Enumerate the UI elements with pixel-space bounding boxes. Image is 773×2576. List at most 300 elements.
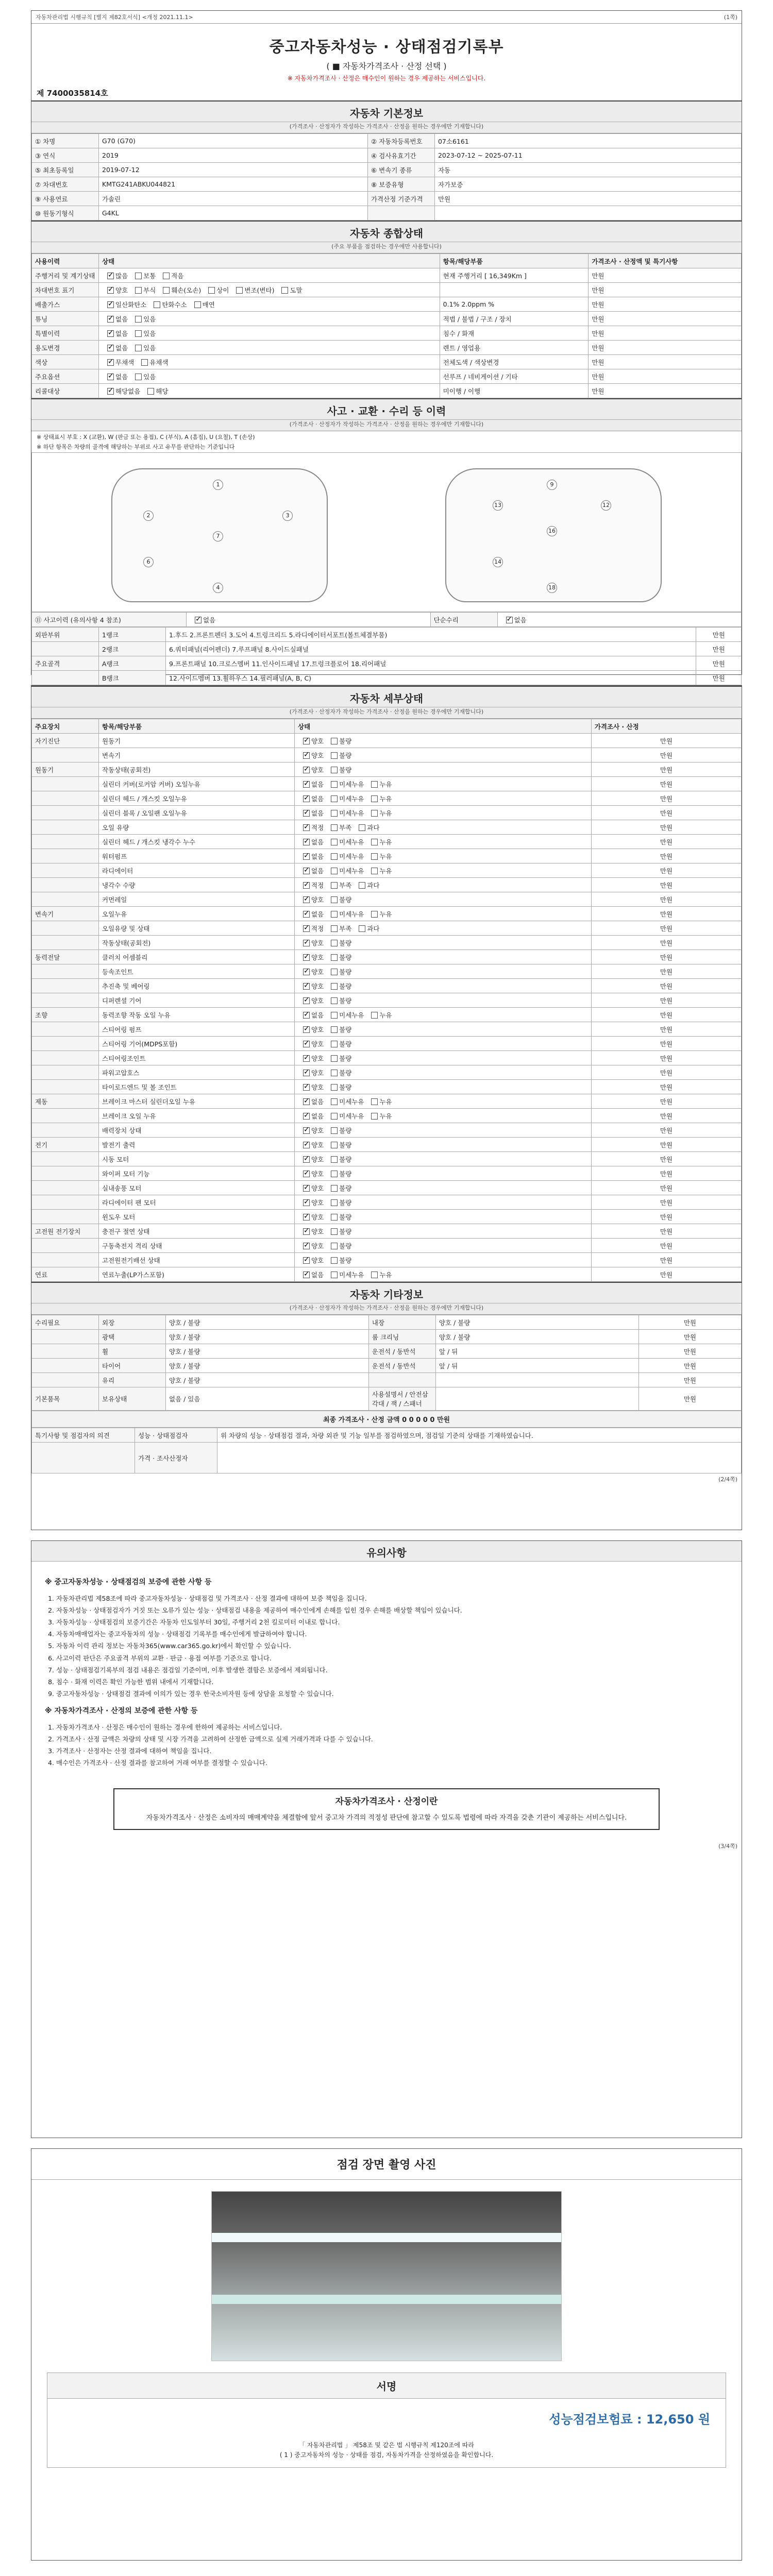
opinion-label: 특기사항 및 점검자의 의견 <box>32 1428 135 1443</box>
photo-title: 점검 장면 촬영 사진 <box>31 2149 742 2180</box>
part-marker: 18 <box>547 583 557 593</box>
price-note: 만원 <box>591 748 741 762</box>
item-label: 타이어 <box>99 1359 166 1373</box>
detail-row <box>32 748 742 762</box>
price-note: 만원 <box>591 1267 741 1282</box>
price-note: 만원 <box>591 1224 741 1239</box>
device-group <box>32 1080 99 1094</box>
part-name: 커먼레일 <box>99 892 295 907</box>
part-name: 구동축전지 격리 상태 <box>99 1239 295 1253</box>
price-note: 만원 <box>589 312 742 326</box>
group-label: 기본품목 <box>32 1387 99 1411</box>
price-note: 만원 <box>591 1008 741 1022</box>
price-note: 만원 <box>591 1051 741 1065</box>
item-detail: 렌트 / 영업용 <box>440 341 589 355</box>
status-options: ✓ 양호 불량 <box>295 892 592 907</box>
other-row <box>32 1387 742 1411</box>
status-options: ✓ 양호 불량 <box>295 1080 592 1094</box>
detail-row <box>32 1080 742 1094</box>
page-3 <box>31 1540 742 2138</box>
price-note: 만원 <box>591 1037 741 1051</box>
price-note: 만원 <box>638 1344 741 1359</box>
part-name: 충전구 절연 상태 <box>99 1224 295 1239</box>
detail-row <box>32 1181 742 1195</box>
status-options: ✓ 없음 미세누유 누유 <box>295 1109 592 1123</box>
part-marker: 14 <box>493 557 503 567</box>
price-note: 만원 <box>591 835 741 849</box>
group-label <box>32 1344 99 1359</box>
device-group <box>32 1065 99 1080</box>
part-name: 변속기 <box>99 748 295 762</box>
item-label: 튜닝 <box>32 312 99 326</box>
device-group <box>32 1239 99 1253</box>
field-value: 2023-07-12 ~ 2025-07-11 <box>434 148 741 163</box>
accident-history-value: ✓ 없음 <box>187 613 431 627</box>
rank-label: 1랭크 <box>99 628 166 642</box>
notice-item: 4. 자동차매매업자는 중고자동차의 성능 · 상태점검 기록부를 매수인에게 발급하여야 합니다. <box>56 1628 728 1640</box>
page-4 <box>31 2148 742 2561</box>
price-note: 만원 <box>591 907 741 921</box>
part-marker: 3 <box>282 511 293 521</box>
status-options: ✓ 없음 미세누유 누유 <box>295 1094 592 1109</box>
part-name: 실내송풍 모터 <box>99 1181 295 1195</box>
device-group: 원동기 <box>32 762 99 777</box>
insurance-fee: 성능점검보험료 : 12,650 원 <box>549 2412 710 2427</box>
part-marker: 12 <box>601 500 611 511</box>
status-options: ✓ 양호 불량 <box>295 1138 592 1152</box>
status-options: ✓ 없음 있음 <box>99 369 440 384</box>
column-header: 상태 <box>99 254 440 268</box>
detail-row <box>32 1267 742 1282</box>
part-group: 외판부위 <box>32 628 99 642</box>
item-status: 양호 / 불량 <box>166 1330 369 1344</box>
basic-info-subtitle: (가격조사 · 산정자가 작성하는 가격조사 · 산정을 원하는 경우에만 기재합니다) <box>31 122 742 133</box>
item-status: 양호 / 불량 <box>166 1373 369 1387</box>
status-options: ✓ 양호 불량 <box>295 1166 592 1181</box>
device-group <box>32 849 99 863</box>
notice-item: 3. 가격조사 · 산정자는 산정 결과에 대하여 책임을 집니다. <box>56 1745 728 1757</box>
field-value: 가솔린 <box>99 192 368 206</box>
device-group <box>32 1166 99 1181</box>
callout-text: 자동차가격조사 · 산정은 소비자의 매매계약을 체결함에 앞서 중고차 가격의 적정성 판단에 참고할 수 있도록 법령에 따라 자격을 갖춘 기관이 제공하는 서비스입니다. <box>146 1814 627 1822</box>
price-note: 만원 <box>591 734 741 748</box>
price-note: 만원 <box>696 642 742 656</box>
item-label: 특별이력 <box>32 326 99 341</box>
status-options: ✓ 양호 불량 <box>295 979 592 993</box>
detail-row <box>32 762 742 777</box>
price-note: 만원 <box>591 777 741 791</box>
device-group <box>32 1152 99 1166</box>
detail-row <box>32 1008 742 1022</box>
device-group <box>32 1109 99 1123</box>
column-header: 가격조사 · 산정액 및 특기사항 <box>589 254 742 268</box>
item-label: 보유상태 <box>99 1387 166 1411</box>
status-options: ✓ 없음 미세누유 누유 <box>295 1267 592 1282</box>
price-note: 만원 <box>638 1387 741 1411</box>
detail-row <box>32 1123 742 1138</box>
detail-row <box>32 1239 742 1253</box>
field-value: 자가보증 <box>434 177 741 192</box>
item-label: 내장 <box>368 1315 435 1330</box>
status-options: ✓ 많음 보통 적음 <box>99 268 440 283</box>
status-options: ✓ 없음 미세누유 누유 <box>295 777 592 791</box>
notice-item: 3. 자동차성능 · 상태점검의 보증기간은 자동차 인도일부터 30일, 주행거리 2천 킬로미터 이내로 합니다. <box>56 1616 728 1628</box>
summary-row <box>32 384 742 398</box>
summary-row <box>32 341 742 355</box>
price-note: 만원 <box>589 326 742 341</box>
summary-title: 자동차 종합상태 <box>31 221 742 242</box>
summary-row <box>32 283 742 297</box>
document-title: 중고자동차성능 · 상태점검기록부 <box>269 38 504 56</box>
page-footer: (2/4쪽) <box>718 1476 737 1483</box>
part-name: 스티어링 기어(MDPS포함) <box>99 1037 295 1051</box>
field-label: ⑧ 보증유형 <box>367 177 434 192</box>
part-name: 실린더 헤드 / 개스킷 냉각수 누수 <box>99 835 295 849</box>
item-status: 양호 / 불량 <box>435 1330 638 1344</box>
notice-item: 7. 성능 · 상태점검기록부의 점검 내용은 점검일 기준이며, 이후 발생한 결함은 보증에서 제외됩니다. <box>56 1664 728 1676</box>
status-options: ✓ 양호 부식 훼손(오손) 상이 변조(변타) 도말 <box>99 283 440 297</box>
part-name: 실린더 헤드 / 개스킷 오일누유 <box>99 791 295 806</box>
accident-note: ※ 하단 항목은 차량의 골격에 해당하는 부위로 사고 유무를 판단하는 기준입니다 <box>37 444 235 450</box>
item-status <box>435 1373 638 1387</box>
field-label: ⑩ 원동기형식 <box>32 206 99 221</box>
status-options: ✓ 양호 불량 <box>295 1051 592 1065</box>
other-title: 자동차 기타정보 <box>31 1282 742 1303</box>
detail-row <box>32 950 742 964</box>
status-options: ✓ 없음 미세누유 누유 <box>295 806 592 820</box>
field-label: 가격산정 기준가격 <box>367 192 434 206</box>
title-box <box>31 24 742 86</box>
detail-row <box>32 1138 742 1152</box>
device-group: 연료 <box>32 1267 99 1282</box>
item-status <box>435 1387 638 1411</box>
column-header: 가격조사 · 산정 <box>591 719 741 734</box>
item-label: 룸 크리닝 <box>368 1330 435 1344</box>
detail-row <box>32 1109 742 1123</box>
status-options: ✓ 적정 부족 과다 <box>295 921 592 936</box>
summary-row <box>32 326 742 341</box>
notice-item: 8. 침수 · 화재 이력은 확인 가능한 범위 내에서 기재합니다. <box>56 1676 728 1688</box>
part-name: 워터펌프 <box>99 849 295 863</box>
basic-info-row <box>32 163 742 177</box>
column-header: 항목/해당부품 <box>99 719 295 734</box>
detail-table <box>31 719 742 1282</box>
car-outer-diagram <box>111 468 328 602</box>
field-value: KMTG241ABKU044821 <box>99 177 368 192</box>
summary-subtitle: (주요 부품을 점검하는 경우에만 사용합니다) <box>31 242 742 253</box>
price-note: 만원 <box>591 791 741 806</box>
group-label <box>32 1359 99 1373</box>
status-options: ✓ 양호 불량 <box>295 993 592 1008</box>
other-row <box>32 1359 742 1373</box>
item-label: 색상 <box>32 355 99 369</box>
item-label: 사용설명서 / 안전삼각대 / 잭 / 스패너 <box>368 1387 435 1411</box>
item-detail: 침수 / 화재 <box>440 326 589 341</box>
price-note: 만원 <box>589 384 742 398</box>
column-header: 사용이력 <box>32 254 99 268</box>
field-label: ④ 검사유효기간 <box>367 148 434 163</box>
device-group <box>32 1253 99 1267</box>
price-note: 만원 <box>638 1359 741 1373</box>
field-value: 만원 <box>434 192 741 206</box>
detail-row <box>32 1152 742 1166</box>
simple-repair-value: ✓ 없음 <box>497 613 742 627</box>
field-label: ⑤ 최초등록일 <box>32 163 99 177</box>
item-label <box>368 1373 435 1387</box>
detail-row <box>32 907 742 921</box>
device-group: 동력전달 <box>32 950 99 964</box>
field-label: ⑨ 사용연료 <box>32 192 99 206</box>
field-value <box>434 206 741 221</box>
field-label: ② 자동차등록번호 <box>367 134 434 148</box>
rank-label: 2랭크 <box>99 642 166 656</box>
price-note: 만원 <box>591 1181 741 1195</box>
notice-item: 1. 자동차가격조사 · 산정은 매수인이 원하는 경우에 한하여 제공하는 서비스입니다. <box>56 1721 728 1733</box>
price-note: 만원 <box>591 1109 741 1123</box>
accident-question-table <box>31 612 742 627</box>
detail-row <box>32 964 742 979</box>
device-group <box>32 791 99 806</box>
field-value: 2019-07-12 <box>99 163 368 177</box>
price-note: 만원 <box>696 671 742 685</box>
price-note: 만원 <box>591 964 741 979</box>
detail-row <box>32 1094 742 1109</box>
status-options: ✓ 없음 미세누유 누유 <box>295 863 592 878</box>
part-list: 6.쿼터패널(리어펜더) 7.루프패널 8.사이드실패널 <box>166 642 696 656</box>
accident-row <box>32 628 742 642</box>
summary-row <box>32 355 742 369</box>
part-name: 오일유량 및 상태 <box>99 921 295 936</box>
page-number: (1쪽) <box>724 14 737 21</box>
status-options: ✓ 없음 미세누유 누유 <box>295 849 592 863</box>
device-group <box>32 1210 99 1224</box>
device-group <box>32 993 99 1008</box>
device-group <box>32 936 99 950</box>
detail-row <box>32 1253 742 1267</box>
page-header <box>31 11 742 24</box>
price-note: 만원 <box>591 820 741 835</box>
part-marker: 4 <box>213 583 223 593</box>
other-row <box>32 1330 742 1344</box>
notice-heading-1: ※ 중고자동차성능 · 상태점검의 보증에 관한 사항 등 <box>45 1578 212 1586</box>
device-group <box>32 777 99 791</box>
notice-list-2 <box>45 1721 728 1769</box>
item-status: 양호 / 불량 <box>166 1315 369 1330</box>
item-label: 외장 <box>99 1315 166 1330</box>
price-note: 만원 <box>591 878 741 892</box>
detail-row <box>32 936 742 950</box>
item-detail: 0.1% 2.0ppm % <box>440 297 589 312</box>
status-options: ✓ 없음 미세누유 누유 <box>295 835 592 849</box>
status-options: ✓ 없음 있음 <box>99 341 440 355</box>
part-name: 브레이크 오일 누유 <box>99 1109 295 1123</box>
summary-row <box>32 297 742 312</box>
part-list: 12.사이드멤버 13.휠하우스 14.필러패널(A, B, C) <box>166 671 696 685</box>
part-marker: 16 <box>547 526 557 536</box>
device-group: 고전원 전기장치 <box>32 1224 99 1239</box>
basic-info-title: 자동차 기본정보 <box>31 100 742 122</box>
price-note: 만원 <box>591 1239 741 1253</box>
price-note: 만원 <box>589 355 742 369</box>
price-note: 만원 <box>591 1195 741 1210</box>
device-group <box>32 1123 99 1138</box>
price-note: 만원 <box>589 283 742 297</box>
part-marker: 2 <box>143 511 154 521</box>
detail-row <box>32 921 742 936</box>
detail-row <box>32 791 742 806</box>
status-options: ✓ 양호 불량 <box>295 1022 592 1037</box>
document-subtitle: ( ■ 자동차가격조사 · 산정 선택 ) <box>326 61 447 71</box>
price-note: 만원 <box>591 1253 741 1267</box>
item-detail: 적법 / 불법 / 구조 / 장치 <box>440 312 589 326</box>
signature-box <box>47 2372 726 2468</box>
part-group <box>32 642 99 656</box>
part-marker: 13 <box>493 500 503 511</box>
part-name: 오일 유량 <box>99 820 295 835</box>
appraisal-callout <box>113 1788 660 1830</box>
part-list: 9.프론트패널 10.크로스멤버 11.인사이드패널 17.트렁크플로어 18.리어패널 <box>166 656 696 671</box>
item-label: 용도변경 <box>32 341 99 355</box>
status-options: ✓ 양호 불량 <box>295 1152 592 1166</box>
status-options: ✓ 양호 불량 <box>295 1181 592 1195</box>
summary-row <box>32 369 742 384</box>
device-group: 전기 <box>32 1138 99 1152</box>
accident-row <box>32 656 742 671</box>
car-diagrams <box>31 452 742 612</box>
opinion-text: 위 차량의 성능 · 상태점검 결과, 차량 외관 및 기능 일부를 점검하였으며, 점검일 기준의 상태를 기재하였습니다. <box>217 1428 742 1443</box>
column-header: 상태 <box>295 719 592 734</box>
part-name: 실린더 블록 / 오일팬 오일누유 <box>99 806 295 820</box>
detail-row <box>32 734 742 748</box>
detail-row <box>32 863 742 878</box>
accident-subtitle: (가격조사 · 산정자가 작성하는 가격조사 · 산정을 원하는 경우에만 기재합니다) <box>31 420 742 431</box>
item-status: 앞 / 뒤 <box>435 1344 638 1359</box>
basic-info-row <box>32 134 742 148</box>
part-name: 브레이크 마스터 실린더오일 누유 <box>99 1094 295 1109</box>
part-name: 발전기 출력 <box>99 1138 295 1152</box>
item-status: 양호 / 불량 <box>166 1359 369 1373</box>
price-note: 만원 <box>591 1138 741 1152</box>
column-header: 항목/해당부품 <box>440 254 589 268</box>
detail-row <box>32 1065 742 1080</box>
status-options: ✓ 양호 불량 <box>295 964 592 979</box>
status-options: ✓ 양호 불량 <box>295 1195 592 1210</box>
rank-label: A랭크 <box>99 656 166 671</box>
basic-info-row <box>32 192 742 206</box>
notice-heading-2: ※ 자동차가격조사 · 산정의 보증에 관한 사항 등 <box>45 1707 198 1716</box>
page-footer: (3/4쪽) <box>718 1843 737 1850</box>
status-options: ✓ 적정 부족 과다 <box>295 878 592 892</box>
other-table <box>31 1315 742 1411</box>
price-note: 만원 <box>591 863 741 878</box>
inspector-label: 성능 · 상태점검자 <box>135 1428 217 1443</box>
field-value: G4KL <box>99 206 368 221</box>
device-group <box>32 1181 99 1195</box>
price-note: 만원 <box>591 979 741 993</box>
notice-body <box>31 1562 742 1778</box>
item-label: 리콜대상 <box>32 384 99 398</box>
page-1 <box>31 10 742 682</box>
price-note: 만원 <box>589 297 742 312</box>
field-value: 07소6161 <box>434 134 741 148</box>
detail-row <box>32 1195 742 1210</box>
detail-row <box>32 993 742 1008</box>
price-note: 만원 <box>638 1373 741 1387</box>
accident-row <box>32 671 742 685</box>
device-group <box>32 835 99 849</box>
price-note: 만원 <box>591 1080 741 1094</box>
status-options: ✓ 양호 불량 <box>295 1037 592 1051</box>
price-note: 만원 <box>591 1152 741 1166</box>
device-group <box>32 878 99 892</box>
detail-row <box>32 806 742 820</box>
part-name: 오일누유 <box>99 907 295 921</box>
summary-table <box>31 253 742 398</box>
status-options: ✓ 양호 불량 <box>295 950 592 964</box>
status-options: ✓ 양호 불량 <box>295 1224 592 1239</box>
part-name: 배력장치 상태 <box>99 1123 295 1138</box>
device-group <box>32 1195 99 1210</box>
status-options: ✓ 없음 있음 <box>99 326 440 341</box>
item-label: 휠 <box>99 1344 166 1359</box>
part-name: 동력조향 작동 오일 누유 <box>99 1008 295 1022</box>
accident-title: 사고 · 교환 · 수리 등 이력 <box>31 398 742 420</box>
price-note: 만원 <box>591 1166 741 1181</box>
part-name: 스티어링조인트 <box>99 1051 295 1065</box>
device-group: 조향 <box>32 1008 99 1022</box>
status-options: ✓ 적정 부족 과다 <box>295 820 592 835</box>
device-group: 제동 <box>32 1094 99 1109</box>
other-row <box>32 1315 742 1330</box>
part-marker: 6 <box>143 557 154 567</box>
accident-row <box>32 642 742 656</box>
part-name: 와이퍼 모터 기능 <box>99 1166 295 1181</box>
group-label <box>32 1373 99 1387</box>
rank-label: B랭크 <box>99 671 166 685</box>
price-note: 만원 <box>638 1315 741 1330</box>
device-group <box>32 748 99 762</box>
item-label: 주요옵션 <box>32 369 99 384</box>
price-note: 만원 <box>591 762 741 777</box>
part-name: 등속조인트 <box>99 964 295 979</box>
inspection-photo <box>211 2191 562 2361</box>
part-marker: 7 <box>213 531 223 541</box>
basic-info-row <box>32 177 742 192</box>
device-group <box>32 979 99 993</box>
simple-repair-label: 단순수리 <box>430 613 497 627</box>
item-label: 광택 <box>99 1330 166 1344</box>
item-label: 운전석 / 동반석 <box>368 1344 435 1359</box>
part-name: 작동상태(공회전) <box>99 936 295 950</box>
item-label: 배출가스 <box>32 297 99 312</box>
page-2 <box>31 685 742 1530</box>
part-name: 시동 모터 <box>99 1152 295 1166</box>
detail-title: 자동차 세부상태 <box>31 686 742 707</box>
opinion-table <box>31 1428 742 1473</box>
part-marker: 1 <box>213 480 223 490</box>
item-label: 주행거리 및 계기상태 <box>32 268 99 283</box>
part-name: 추진축 및 베어링 <box>99 979 295 993</box>
price-note: 만원 <box>591 806 741 820</box>
summary-row <box>32 268 742 283</box>
device-group: 자기진단 <box>32 734 99 748</box>
field-value: 자동 <box>434 163 741 177</box>
field-label: ③ 연식 <box>32 148 99 163</box>
signature-title: 서명 <box>47 2373 726 2399</box>
status-options: ✓ 양호 불량 <box>295 1210 592 1224</box>
summary-row <box>32 312 742 326</box>
field-label: ⑦ 차대번호 <box>32 177 99 192</box>
